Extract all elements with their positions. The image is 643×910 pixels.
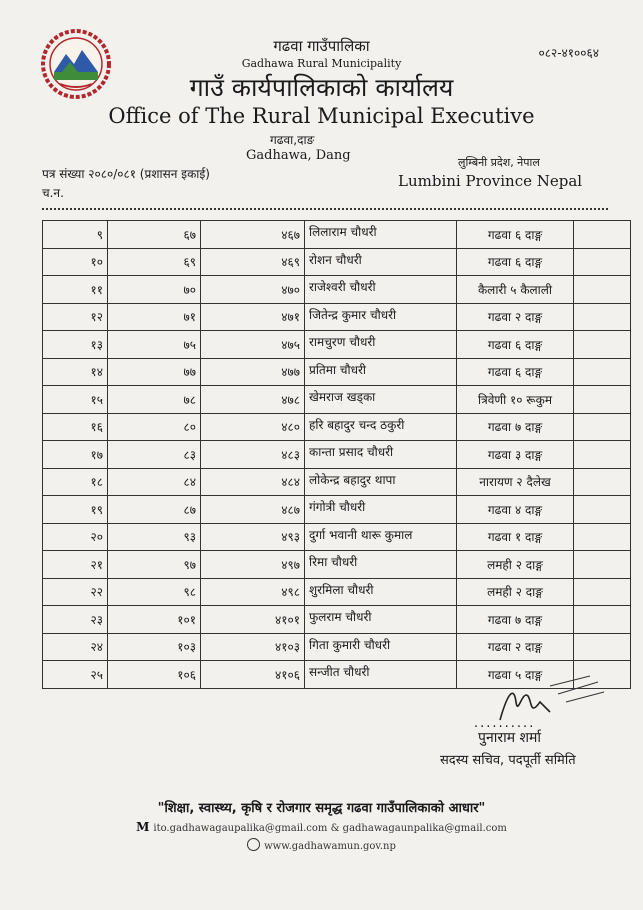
address-cell: लमही २ दाङ्ग (457, 578, 574, 606)
address-cell: गढवा ६ दाङ्ग (457, 248, 574, 276)
serial-cell: २४ (43, 633, 108, 661)
serial-cell: १० (43, 248, 108, 276)
roll-cell: ७० (108, 276, 201, 304)
blank-cell (574, 496, 631, 524)
blank-cell (574, 303, 631, 331)
serial-cell: १७ (43, 441, 108, 469)
table-row (43, 633, 631, 661)
email-address[interactable]: ito.gadhawagaupalika@gmail.com & gadhawagaunpalika@gmail.com (153, 823, 507, 834)
address-cell: गढवा २ दाङ्ग (457, 633, 574, 661)
dispatch-number: च.न. (42, 186, 64, 200)
name-cell: राजेश्वरी चौधरी (305, 276, 457, 304)
symbol-cell: ४९३ (201, 523, 305, 551)
name-cell: दुर्गा भवानी थारू कुमाल (305, 523, 457, 551)
roll-cell: ६७ (108, 221, 201, 249)
blank-cell (574, 523, 631, 551)
name-cell: कान्ता प्रसाद चौधरी (305, 441, 457, 469)
name-cell: रामचुरण चौधरी (305, 331, 457, 359)
signatory-title: सदस्य सचिव, पदपूर्ती समिति (440, 753, 576, 768)
serial-cell: १९ (43, 496, 108, 524)
symbol-cell: ४९८ (201, 578, 305, 606)
serial-cell: १५ (43, 386, 108, 414)
blank-cell (574, 633, 631, 661)
blank-cell (574, 606, 631, 634)
candidate-table (42, 220, 631, 689)
serial-cell: १६ (43, 413, 108, 441)
website-link[interactable]: www.gadhawamun.gov.np (264, 841, 396, 852)
blank-cell (574, 386, 631, 414)
address-cell: गढवा ६ दाङ्ग (457, 221, 574, 249)
name-cell: लोकेन्द्र बहादुर थापा (305, 468, 457, 496)
symbol-cell: ४१०६ (201, 661, 305, 689)
globe-icon (247, 838, 260, 851)
blank-cell (574, 276, 631, 304)
address-cell: गढवा १ दाङ्ग (457, 523, 574, 551)
address-cell: कैलारी ५ कैलाली (457, 276, 574, 304)
province-en: Lumbini Province Nepal (398, 172, 583, 190)
municipality-name-np: गढवा गाउँपालिका (273, 37, 370, 55)
name-cell: प्रतिमा चौधरी (305, 358, 457, 386)
roll-cell: ६९ (108, 248, 201, 276)
roll-cell: ७७ (108, 358, 201, 386)
location-en: Gadhawa, Dang (246, 148, 351, 163)
footer-slogan: "शिक्षा, स्वास्थ्य, कृषि र रोजगार समृद्ध गढवा गाउँपालिकाको आधार" (157, 801, 486, 816)
serial-cell: २० (43, 523, 108, 551)
symbol-cell: ४७८ (201, 386, 305, 414)
name-cell: खेमराज खड्का (305, 386, 457, 414)
name-cell: शुरमिला चौधरी (305, 578, 457, 606)
table-row (43, 413, 631, 441)
serial-cell: १२ (43, 303, 108, 331)
address-cell: गढवा ३ दाङ्ग (457, 441, 574, 469)
table-row (43, 496, 631, 524)
table-row (43, 221, 631, 249)
roll-cell: १०१ (108, 606, 201, 634)
office-title-en: Office of The Rural Municipal Executive (108, 104, 535, 128)
roll-cell: १०६ (108, 661, 201, 689)
address-cell: त्रिवेणी १० रूकुम (457, 386, 574, 414)
reference-number: पत्र संख्या २०८०/०८१ (प्रशासन इकाई) (42, 167, 210, 181)
blank-cell (574, 248, 631, 276)
address-cell: गढवा ६ दाङ्ग (457, 358, 574, 386)
footer-email-line (0, 820, 643, 834)
table-row (43, 468, 631, 496)
symbol-cell: ४७७ (201, 358, 305, 386)
name-cell: रिमा चौधरी (305, 551, 457, 579)
footer-web-line (0, 838, 643, 852)
address-cell: गढवा ७ दाङ्ग (457, 413, 574, 441)
table-row (43, 358, 631, 386)
roll-cell: ७५ (108, 331, 201, 359)
roll-cell: ९३ (108, 523, 201, 551)
blank-cell (574, 441, 631, 469)
symbol-cell: ४८७ (201, 496, 305, 524)
blank-cell (574, 551, 631, 579)
roll-cell: ९७ (108, 551, 201, 579)
signatory-name: पुनाराम शर्मा (478, 730, 542, 746)
name-cell: सन्जीत चौधरी (305, 661, 457, 689)
address-cell: लमही २ दाङ्ग (457, 551, 574, 579)
roll-cell: ८३ (108, 441, 201, 469)
province-np: लुम्बिनी प्रदेश, नेपाल (458, 156, 540, 169)
symbol-cell: ४६९ (201, 248, 305, 276)
signature-dots: .......... (474, 716, 536, 731)
address-cell: गढवा ५ दाङ्ग (457, 661, 574, 689)
symbol-cell: ४१०३ (201, 633, 305, 661)
address-cell: गढवा २ दाङ्ग (457, 303, 574, 331)
symbol-cell: ४६७ (201, 221, 305, 249)
municipality-name-en: Gadhawa Rural Municipality (241, 57, 402, 70)
serial-cell: २१ (43, 551, 108, 579)
serial-cell: २५ (43, 661, 108, 689)
symbol-cell: ४७० (201, 276, 305, 304)
address-cell: गढवा ७ दाङ्ग (457, 606, 574, 634)
roll-cell: ७८ (108, 386, 201, 414)
blank-cell (574, 358, 631, 386)
name-cell: गंगोत्री चौधरी (305, 496, 457, 524)
roll-cell: १०३ (108, 633, 201, 661)
table-row (43, 331, 631, 359)
office-title-np: गाउँ कार्यपालिकाको कार्यालय (189, 73, 454, 102)
symbol-cell: ४९७ (201, 551, 305, 579)
name-cell: फुलराम चौधरी (305, 606, 457, 634)
serial-cell: १३ (43, 331, 108, 359)
serial-cell: ११ (43, 276, 108, 304)
blank-cell (574, 331, 631, 359)
blank-cell (574, 413, 631, 441)
roll-cell: ८० (108, 413, 201, 441)
table-row (43, 386, 631, 414)
name-cell: गिता कुमारी चौधरी (305, 633, 457, 661)
name-cell: जितेन्द्र कुमार चौधरी (305, 303, 457, 331)
name-cell: रोशन चौधरी (305, 248, 457, 276)
header-divider (42, 208, 608, 210)
symbol-cell: ४१०१ (201, 606, 305, 634)
table-row (43, 276, 631, 304)
serial-cell: २३ (43, 606, 108, 634)
table-row (43, 606, 631, 634)
table-row (43, 441, 631, 469)
symbol-cell: ४७५ (201, 331, 305, 359)
gmail-icon: M (136, 820, 150, 834)
name-cell: लिलाराम चौधरी (305, 221, 457, 249)
blank-cell (574, 578, 631, 606)
roll-cell: ९८ (108, 578, 201, 606)
blank-cell (574, 221, 631, 249)
table-row (43, 578, 631, 606)
table-row (43, 523, 631, 551)
table-row (43, 303, 631, 331)
roll-cell: ८७ (108, 496, 201, 524)
location-np: गढवा,दाङ (270, 133, 315, 147)
address-cell: नारायण २ दैलेख (457, 468, 574, 496)
roll-cell: ८४ (108, 468, 201, 496)
name-cell: हरि बहादुर चन्द ठकुरी (305, 413, 457, 441)
symbol-cell: ४८० (201, 413, 305, 441)
address-cell: गढवा ४ दाङ्ग (457, 496, 574, 524)
serial-cell: १८ (43, 468, 108, 496)
table-row (43, 248, 631, 276)
symbol-cell: ४८४ (201, 468, 305, 496)
symbol-cell: ४८३ (201, 441, 305, 469)
table-row (43, 551, 631, 579)
phone-number: ०८२-४१००६४ (538, 46, 599, 60)
symbol-cell: ४७१ (201, 303, 305, 331)
roll-cell: ७१ (108, 303, 201, 331)
serial-cell: ९ (43, 221, 108, 249)
address-cell: गढवा ६ दाङ्ग (457, 331, 574, 359)
blank-cell (574, 468, 631, 496)
serial-cell: १४ (43, 358, 108, 386)
serial-cell: २२ (43, 578, 108, 606)
